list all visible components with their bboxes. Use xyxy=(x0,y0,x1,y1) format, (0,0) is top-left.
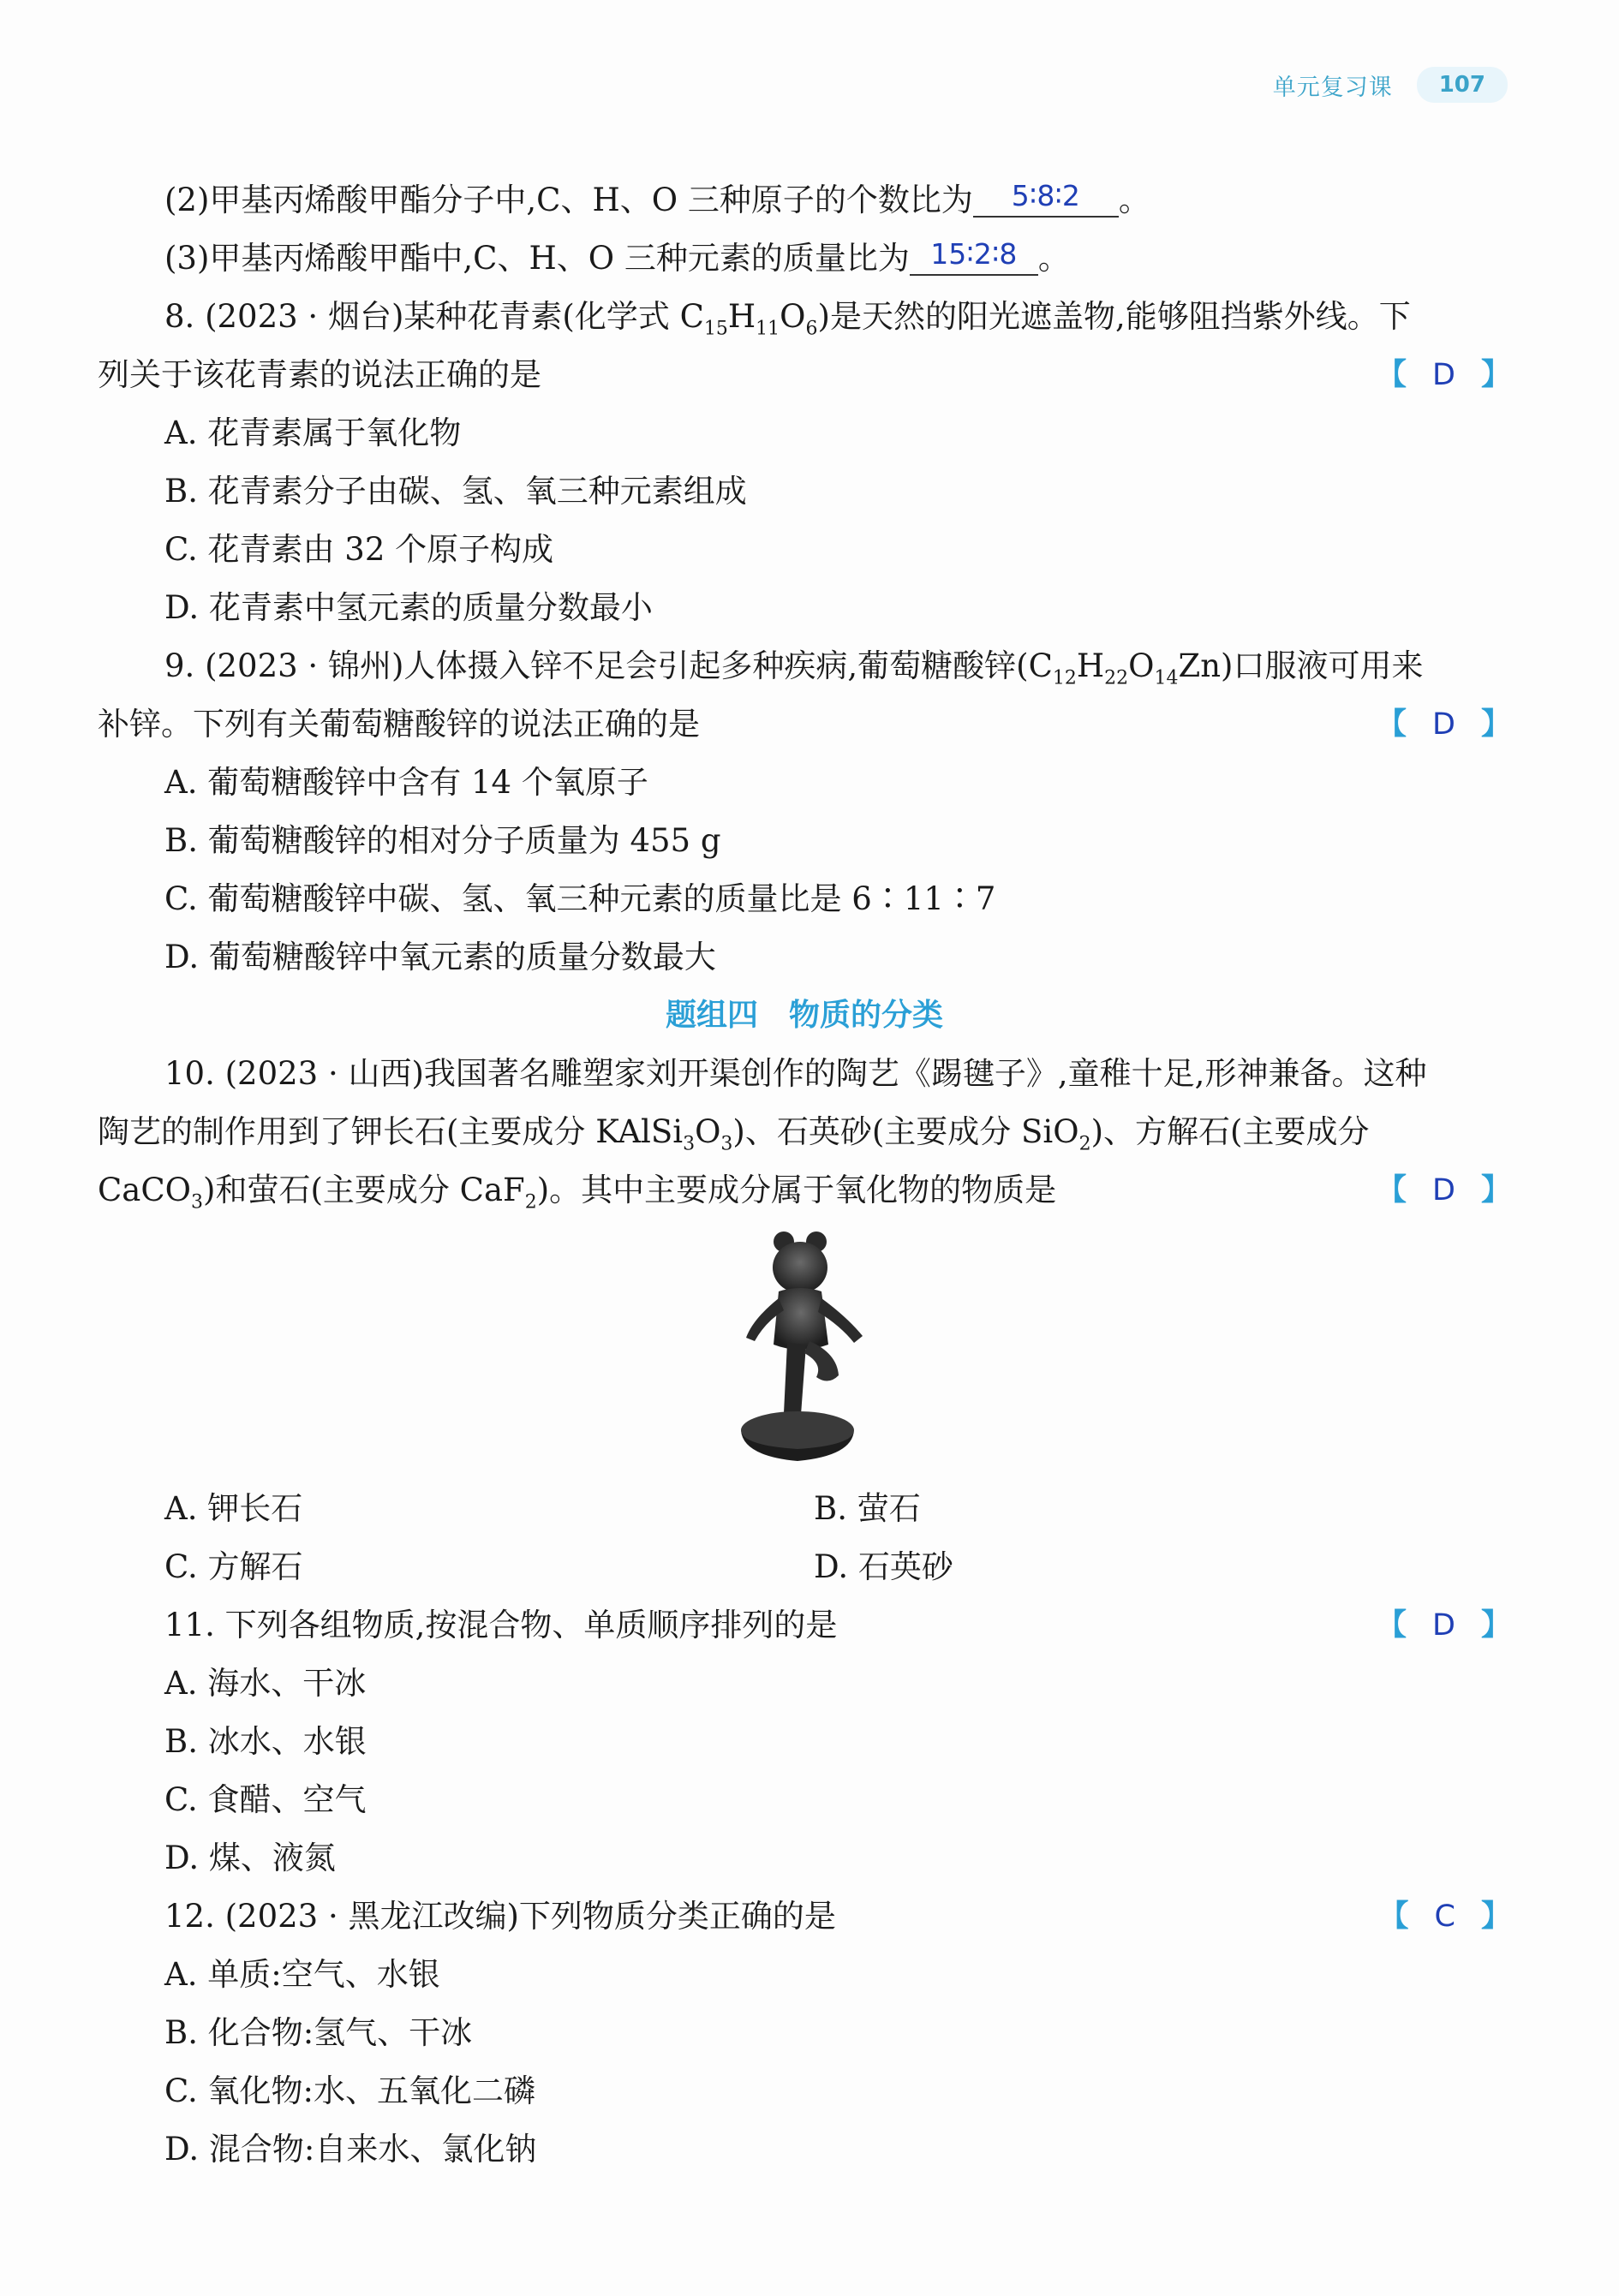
kicking-shuttlecock-sculpture-icon xyxy=(727,1225,881,1473)
q10-stem-line3: CaCO$_3$)和萤石(主要成分 CaF$_2$)。其中主要成分属于氧化物的物质是 【 D 】 xyxy=(98,1161,1511,1220)
q9-option-d: D. 葡萄糖酸锌中氧元素的质量分数最大 xyxy=(164,939,716,975)
content xyxy=(98,171,1511,2179)
q7-p3-answer: 15∶2∶8 xyxy=(910,235,1038,276)
q11-option-b: B. 冰水、水银 xyxy=(164,1723,367,1760)
q7-p2-answer: 5∶8∶2 xyxy=(973,176,1119,218)
page-header xyxy=(1273,67,1508,103)
q10-options-row2 xyxy=(98,1538,1511,1596)
q11-option-d: D. 煤、液氮 xyxy=(164,1840,336,1876)
q10-answer: 【 D 】 xyxy=(1377,1173,1511,1208)
q8-option-c: C. 花青素由 32 个原子构成 xyxy=(164,531,554,568)
q9-option-a: A. 葡萄糖酸锌中含有 14 个氧原子 xyxy=(164,764,648,801)
q9-option-c: C. 葡萄糖酸锌中碳、氢、氧三种元素的质量比是 6∶11∶7 xyxy=(164,880,996,917)
q7-part3: (3)甲基丙烯酸甲酯中,C、H、O 三种元素的质量比为 15∶2∶8 。 xyxy=(98,230,1511,288)
q10-option-c: C. 方解石 xyxy=(164,1548,303,1585)
group-title: 题组四 物质的分类 xyxy=(665,998,943,1033)
q11-answer: 【 D 】 xyxy=(1377,1608,1511,1643)
q9-answer: 【 D 】 xyxy=(1377,707,1511,742)
q8-option-b: B. 花青素分子由碳、氢、氧三种元素组成 xyxy=(164,473,747,510)
q9-option-b: B. 葡萄糖酸锌的相对分子质量为 455 g xyxy=(164,822,721,859)
q11-option-c: C. 食醋、空气 xyxy=(164,1781,367,1818)
q9-stem-line1: 9. (2023 · 锦州)人体摄入锌不足会引起多种疾病,葡萄糖酸锌$(C_{12}H_{22}O_{14}Zn)$口服液可用来 xyxy=(164,647,1424,689)
q12-stem: 12. (2023 · 黑龙江改编)下列物质分类正确的是 【 C 】 xyxy=(98,1887,1511,1946)
q8-stem-line1: 8. (2023 · 烟台)某种花青素(化学式 $C_{15}H_{11}O_6$)是天然的阳光遮盖物,能够阻挡紫外线。下 xyxy=(164,298,1411,340)
q10-stem-line2: 陶艺的制作用到了钾长石(主要成分 $KAlSi_3O_3$)、石英砂(主要成分 SiO$_2$)、方解石(主要成分 xyxy=(98,1113,1370,1155)
q12-answer: 【 C 】 xyxy=(1378,1899,1511,1934)
section-title: 单元复习课 xyxy=(1272,74,1393,101)
q7-part2: (2)甲基丙烯酸甲酯分子中,C、H、O 三种原子的个数比为 5∶8∶2 。 xyxy=(98,171,1511,230)
q8-option-a: A. 花青素属于氧化物 xyxy=(164,414,462,451)
q12-option-c: C. 氧化物:水、五氧化二磷 xyxy=(164,2072,535,2109)
q11-stem: 11. 下列各组物质,按混合物、单质顺序排列的是 【 D 】 xyxy=(98,1596,1511,1655)
q10-stem-line1: 10. (2023 · 山西)我国著名雕塑家刘开渠创作的陶艺《踢毽子》,童稚十足,形神兼备。这种 xyxy=(164,1055,1427,1092)
q12-option-a: A. 单质:空气、水银 xyxy=(164,1956,440,1993)
q8-stem-line2: 列关于该花青素的说法正确的是 【 D 】 xyxy=(98,346,1511,404)
q12-option-d: D. 混合物:自来水、氯化钠 xyxy=(164,2131,537,2168)
q10-options-row1 xyxy=(98,1480,1511,1538)
q8-option-d: D. 花青素中氢元素的质量分数最小 xyxy=(164,589,653,626)
q8-answer: 【 D 】 xyxy=(1377,358,1511,392)
figure-area xyxy=(98,1220,1511,1480)
q9-stem-line2: 补锌。下列有关葡萄糖酸锌的说法正确的是 【 D 】 xyxy=(98,695,1511,754)
q10-option-a: A. 钾长石 xyxy=(164,1490,303,1527)
q10-option-d: D. 石英砂 xyxy=(814,1548,953,1585)
page-number: 107 xyxy=(1417,67,1508,103)
q12-option-b: B. 化合物:氢气、干冰 xyxy=(164,2014,473,2051)
q11-option-a: A. 海水、干冰 xyxy=(164,1665,367,1702)
q10-option-b: B. 萤石 xyxy=(814,1490,921,1527)
